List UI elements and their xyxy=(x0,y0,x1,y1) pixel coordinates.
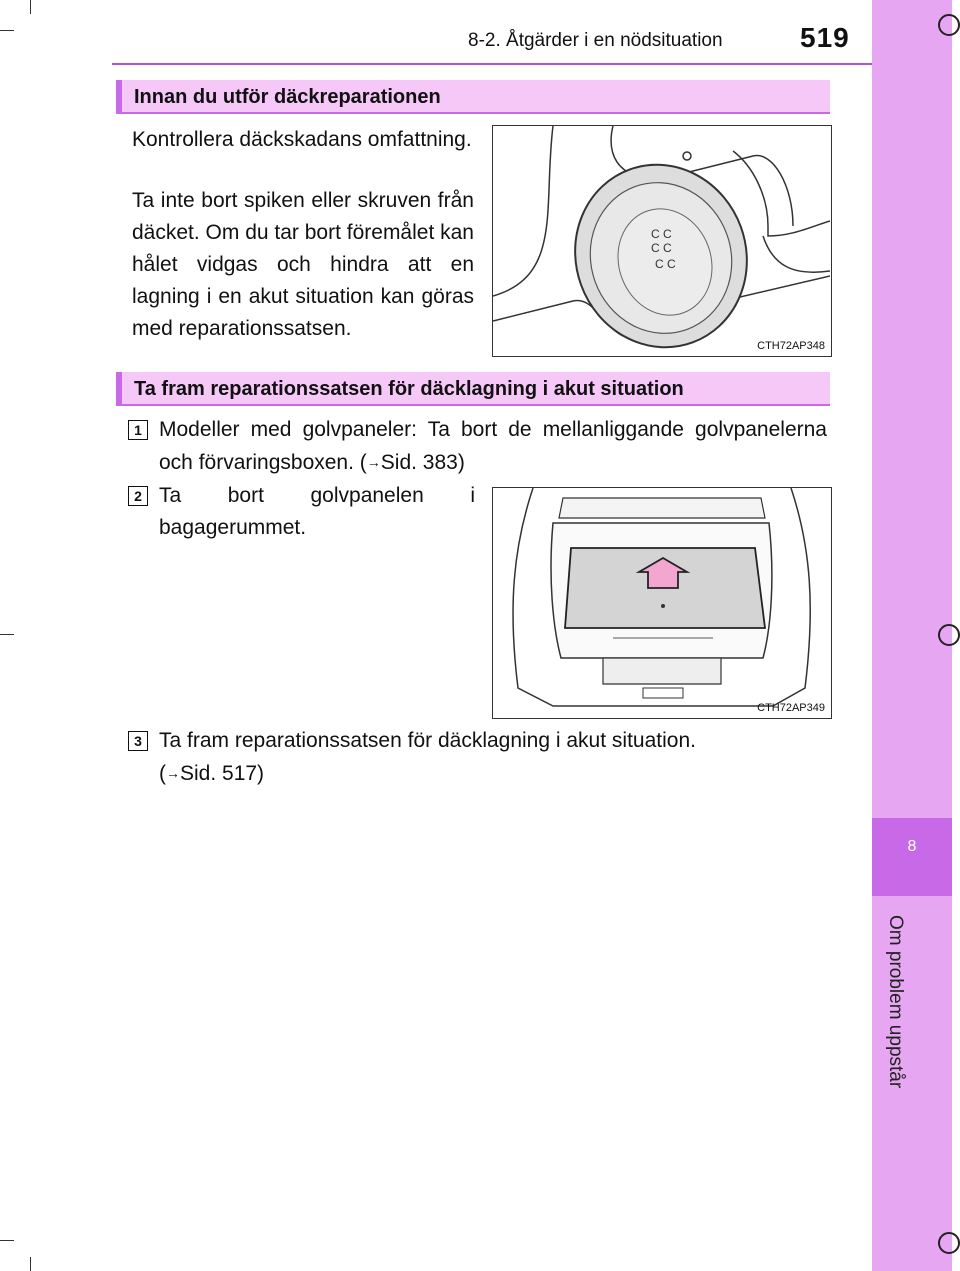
figure-code: CTH72AP349 xyxy=(757,702,825,714)
tire-illustration-icon xyxy=(493,126,830,355)
chapter-title: Om problem uppstår xyxy=(885,915,906,1089)
step-text: Ta bort golvpanelen i bagagerummet. xyxy=(159,484,475,539)
section-header xyxy=(116,372,830,406)
crop-mark xyxy=(0,634,14,635)
step-text: Modeller med golvpaneler: Ta bort de mellanliggande golvpanelerna och förvaringsboxen. (→Sid. 383) xyxy=(159,418,827,474)
chapter-number: 8 xyxy=(907,838,917,855)
figure-luggage-compartment xyxy=(492,487,832,719)
arrow-right-icon: → xyxy=(366,454,381,470)
page-reference-link[interactable]: Sid. 383) xyxy=(380,451,465,474)
svg-text:C C: C C xyxy=(651,241,672,255)
step-number: 2 xyxy=(128,486,148,506)
section-header xyxy=(116,80,830,114)
paragraph: Kontrollera däckskadans omfattning. xyxy=(132,128,472,151)
crop-mark xyxy=(0,30,14,31)
svg-text:C C: C C xyxy=(651,227,672,241)
arrow-right-icon: → xyxy=(166,765,180,781)
header-rule xyxy=(112,63,872,65)
page-reference-link[interactable]: Sid. 517) xyxy=(180,762,265,785)
crop-mark xyxy=(30,0,31,14)
step-number: 3 xyxy=(128,731,148,751)
svg-text:C C: C C xyxy=(655,257,676,271)
paragraph: Ta inte bort spiken eller skruven från däcket. Om du tar bort föremålet kan hålet vidgas och hindra att en lagning i en akut situation kan göras med reparationssatsen. xyxy=(132,189,474,340)
registration-mark-icon xyxy=(938,1232,960,1254)
running-header: 8-2. Åtgärder i en nödsituation xyxy=(468,30,723,51)
registration-mark-icon xyxy=(938,14,960,36)
chapter-number-tab[interactable] xyxy=(872,818,952,896)
trunk-illustration-icon xyxy=(493,488,830,717)
crop-mark xyxy=(30,1257,31,1271)
registration-mark-icon xyxy=(938,624,960,646)
step-text: Ta fram reparationssatsen för däcklagning i akut situation. (→Sid. 517) xyxy=(159,729,696,785)
step-number: 1 xyxy=(128,420,148,440)
crop-mark xyxy=(0,1240,14,1241)
section-title: Innan du utför däckreparationen xyxy=(134,86,441,108)
figure-code: CTH72AP348 xyxy=(757,340,825,352)
page-number: 519 xyxy=(800,22,850,53)
section-title: Ta fram reparationssatsen för däcklagning i akut situation xyxy=(134,378,684,400)
figure-tire-inspection xyxy=(492,125,832,357)
